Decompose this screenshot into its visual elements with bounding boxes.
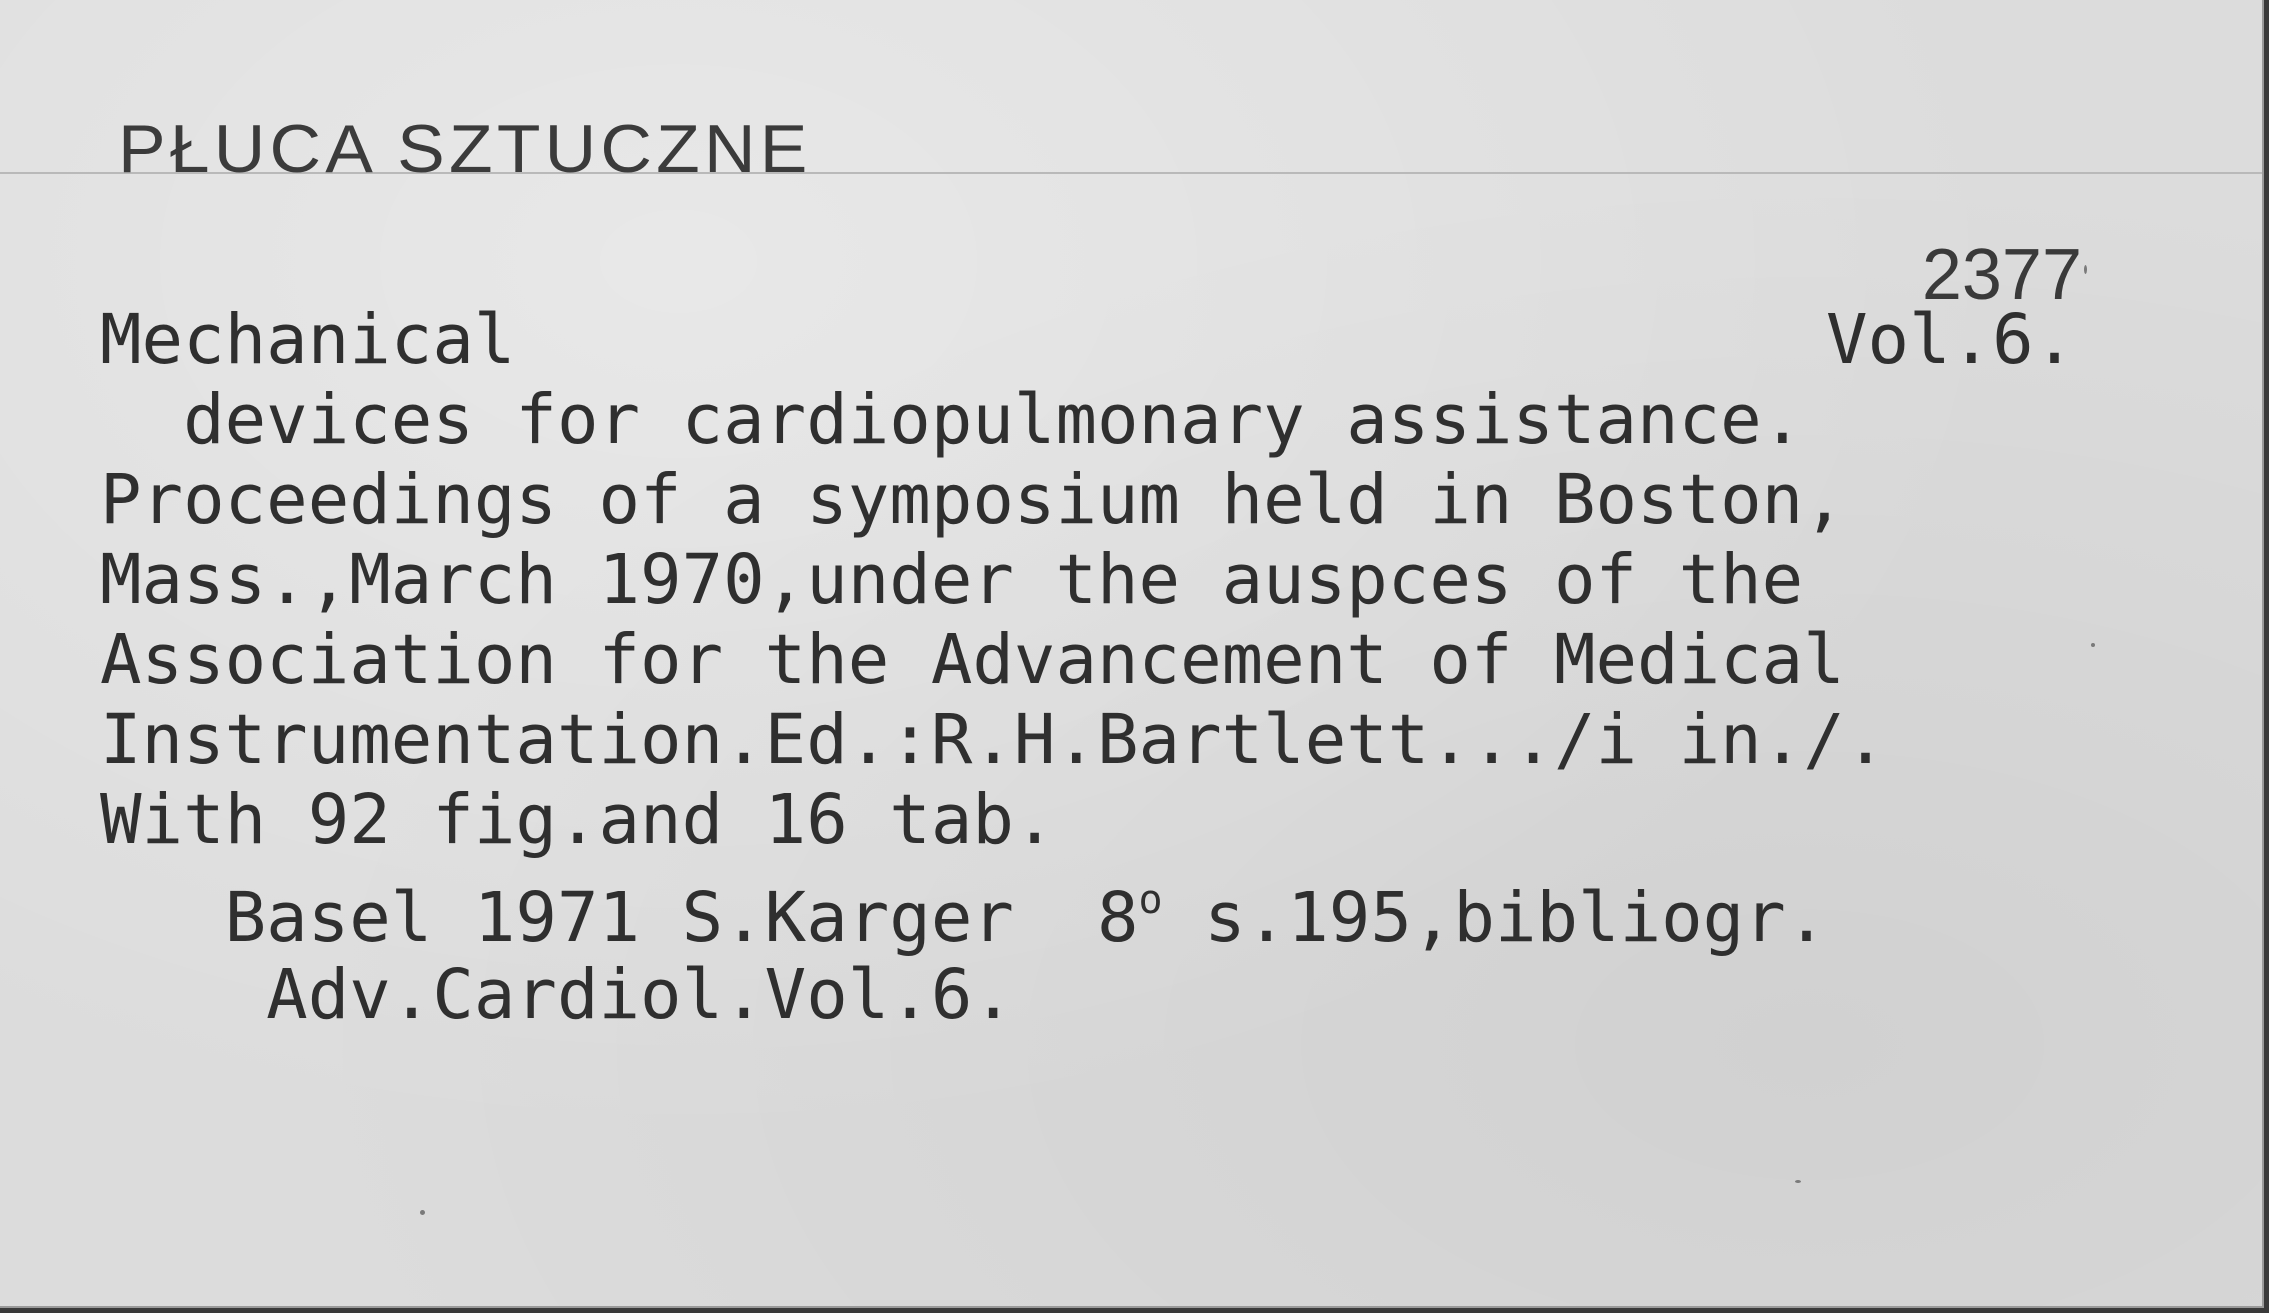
title-line-1: Mechanical xyxy=(100,300,516,380)
call-number: 2377 xyxy=(1921,235,2082,315)
title-line-4: Mass.,March 1970,under the auspces of the xyxy=(100,540,1804,620)
title-line-3: Proceedings of a symposium held in Boston, xyxy=(100,460,1845,540)
pagination-text: s.195,bibliogr. xyxy=(1162,878,1828,958)
title-line-2: devices for cardiopulmonary assistance. xyxy=(100,380,1804,460)
title-line-6: Instrumentation.Ed.:R.H.Bartlett.../i in./. xyxy=(100,700,1887,780)
imprint-line xyxy=(100,860,1827,958)
subject-heading: PŁUCA SZTUCZNE xyxy=(118,111,812,187)
imprint-text: Basel 1971 S.Karger 8 xyxy=(100,878,1139,958)
format-superscript: o xyxy=(1138,877,1163,923)
volume-number: Vol.6. xyxy=(1826,300,2076,380)
title-line-5: Association for the Advancement of Medical xyxy=(100,620,1845,700)
series-line: Adv.Cardiol.Vol.6. xyxy=(100,955,1014,1035)
illustrations-line: With 92 fig.and 16 tab. xyxy=(100,780,1056,860)
